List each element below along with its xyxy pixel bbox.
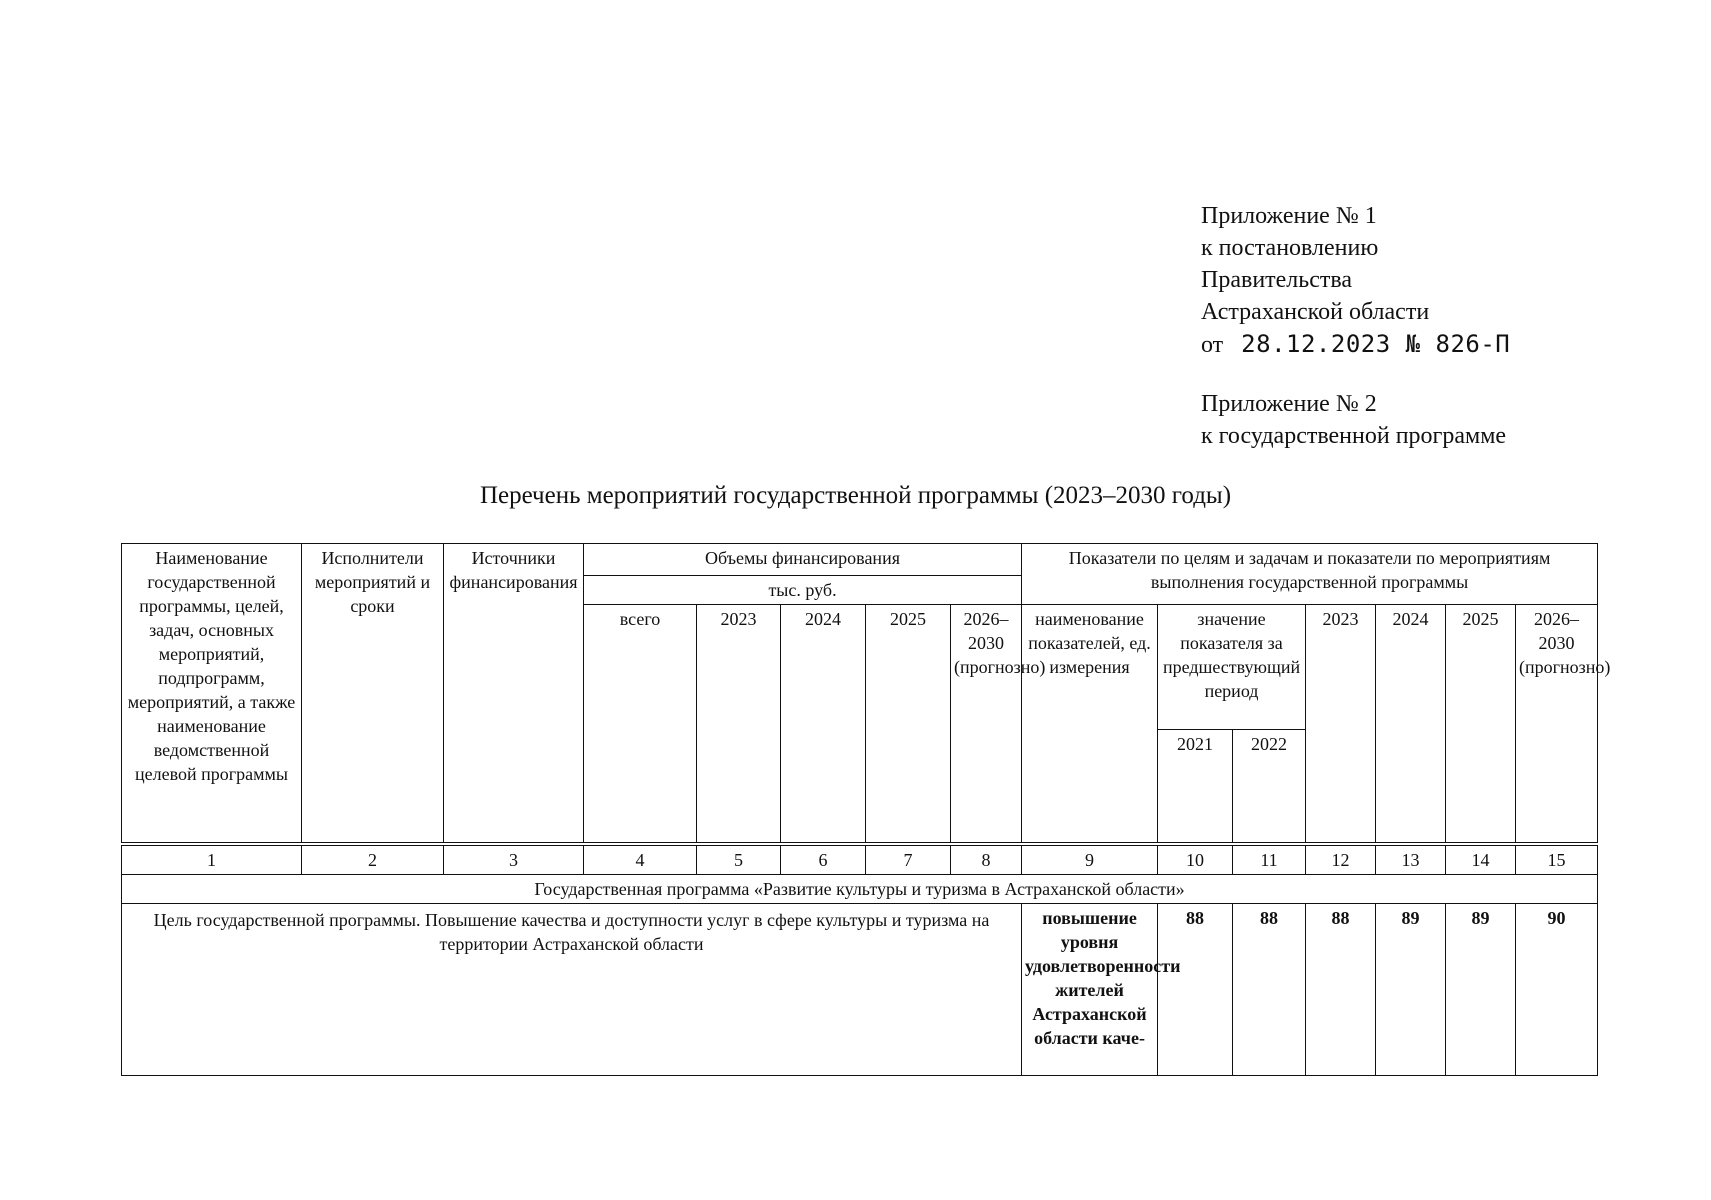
- header-previous-period-label: значение показателя за предшествующий период: [1158, 605, 1305, 730]
- column-number: 14: [1446, 844, 1516, 875]
- appendix-2-line: Приложение № 2: [1201, 391, 1377, 417]
- date-prefix: от: [1201, 332, 1224, 358]
- program-title: Государственная программа «Развитие культуры и туризма в Астраханской области»: [122, 875, 1598, 904]
- goal-value-2024: 89: [1376, 904, 1446, 1076]
- activities-table: [121, 543, 1611, 1076]
- header-funding-2023: 2023: [697, 605, 781, 845]
- goal-value-2025: 89: [1446, 904, 1516, 1076]
- program-title-row: [122, 875, 1598, 904]
- header-indicator-2025: 2025: [1446, 605, 1516, 845]
- column-number: 2: [302, 844, 444, 875]
- column-number: 12: [1306, 844, 1376, 875]
- header-funding-2024: 2024: [781, 605, 866, 845]
- header-prev-2022: 2022: [1251, 734, 1287, 754]
- column-number: 11: [1233, 844, 1306, 875]
- header-indicator-2026-2030: 2026–2030 (прогнозно): [1516, 605, 1598, 845]
- header-indicators-group: Показатели по целям и задачам и показатели по мероприятиям выполнения государственной программы: [1022, 544, 1598, 605]
- header-indicator-2024: 2024: [1376, 605, 1446, 845]
- column-number: 1: [122, 844, 302, 875]
- header-funding-total: всего: [584, 605, 697, 845]
- header-funding-group: Объемы финансирования: [584, 544, 1022, 576]
- column-number: 10: [1158, 844, 1233, 875]
- column-number: 5: [697, 844, 781, 875]
- goal-value-2023: 88: [1306, 904, 1376, 1076]
- date-number-stamp: 28.12.2023 № 826-П: [1241, 330, 1511, 358]
- appendix-1-line: Приложение № 1: [1201, 203, 1377, 229]
- column-number-row: [122, 844, 1598, 875]
- goal-value-2026-2030: 90: [1516, 904, 1598, 1076]
- header-indicator-name: наименование показателей, ед. измерения: [1022, 605, 1158, 845]
- header-funding-2026-2030: 2026–2030 (прогнозно): [951, 605, 1022, 845]
- appendix-2-block: [1201, 388, 1671, 452]
- goal-value-2021: 88: [1158, 904, 1233, 1076]
- header-col-3: Источники финансирования: [444, 544, 584, 845]
- header-col-1: Наименование государственной программы, целей, задач, основных мероприятий, подпрограмм, мероприятий, а также наименование ведомственной целевой программы: [122, 544, 302, 845]
- column-number: 4: [584, 844, 697, 875]
- appendix-1-line: к постановлению: [1201, 235, 1379, 261]
- document-title: Перечень мероприятий государственной программы (2023–2030 годы): [479, 482, 1232, 509]
- column-number: 6: [781, 844, 866, 875]
- appendix-2-line: к государственной программе: [1201, 423, 1507, 449]
- goal-value-2022: 88: [1233, 904, 1306, 1076]
- header-indicator-2023: 2023: [1306, 605, 1376, 845]
- column-number: 9: [1022, 844, 1158, 875]
- header-col-2: Исполнители мероприятий и сроки: [302, 544, 444, 845]
- goal-row: [122, 904, 1598, 1076]
- goal-text: Цель государственной программы. Повышение качества и доступности услуг в сфере культуры и туризма на территории Астраханской области: [122, 904, 1022, 1076]
- goal-indicator-name: повышение уровня удовлетворенности жителей Астраханской области каче-: [1022, 904, 1158, 1076]
- column-number: 8: [951, 844, 1022, 875]
- appendix-1-line: Правительства: [1201, 267, 1353, 293]
- header-previous-period: [1158, 605, 1306, 845]
- column-number: 3: [444, 844, 584, 875]
- appendix-1-block: [1201, 200, 1671, 361]
- column-number: 15: [1516, 844, 1598, 875]
- appendix-1-line: Астраханской области: [1201, 299, 1430, 325]
- column-number: 7: [866, 844, 951, 875]
- column-number: 13: [1376, 844, 1446, 875]
- header-funding-2025: 2025: [866, 605, 951, 845]
- header-prev-2021: 2021: [1158, 730, 1233, 842]
- header-funding-unit: тыс. руб.: [584, 576, 1022, 605]
- appendix-1-date-line: [1201, 328, 1671, 361]
